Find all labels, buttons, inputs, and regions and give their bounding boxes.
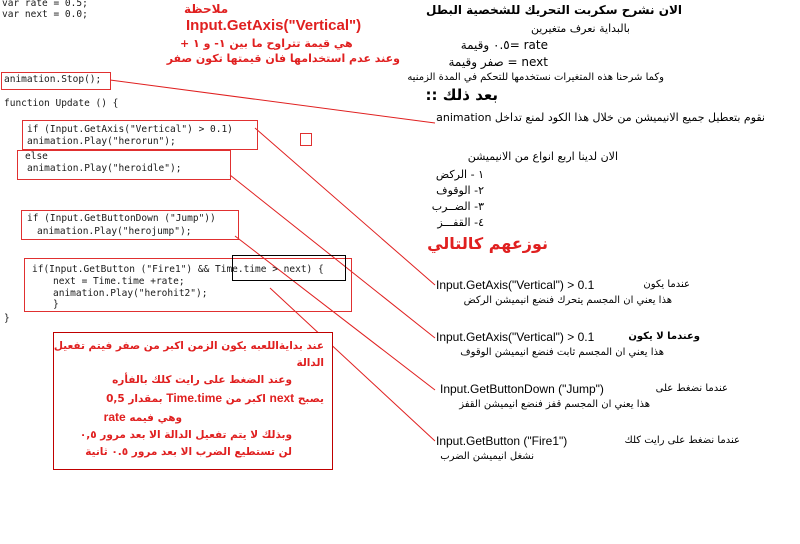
b1-code: Input.GetAxis("Vertical") > 0.1 [436,278,595,292]
small-red-square [300,133,312,146]
explain-line5-a: وهي فيمه [129,412,182,424]
b2-code: Input.GetAxis("Vertical") > 0.1 [436,330,595,344]
right-next-line: next = صفر وقيمة [448,55,548,69]
code-close-inner: } [53,299,59,310]
right-intro: بالبداية نعرف متغيرين [530,22,630,35]
explain-line1: عند بدايةاللعبه يكون الزمن اكبر من صفر فيتم تفعيل [53,340,324,352]
right-stop-explain: نقوم بتعطيل جميع الانيميشن من خلال هذا الكود لمنع تداخل animation [436,111,765,124]
b4-when: عندما نضغط على رايت كلك [624,435,740,446]
type-hit: ٣- الضــرب [431,200,484,213]
explain-line3: وعند الضغط على رايت كلك بالفأره [112,374,292,386]
b4-code: Input.GetButton ("Fire1") [436,434,568,448]
right-rate-line: rate =٠.٥ وقيمة [460,38,548,52]
code-play-jump: animation.Play("herojump"); [37,226,192,237]
explain-line4-a: يصبح [297,393,324,405]
code-next-assign: next = Time.time +rate; [53,276,185,287]
b3-desc: هذا يعني ان المجسم قفز فنضع انيميشن القفز [459,399,650,410]
code-function: function Update () { [4,98,119,109]
b1-when: عندما يكون [643,279,690,290]
explain-line5-rate: rate [103,410,126,424]
code-var-rate: var rate = 0.5; [2,0,88,9]
explain-box [53,332,333,470]
type-run: ١ - الركض [435,168,484,181]
code-var-next: var next = 0.0; [2,9,88,20]
explain-line7: لن تستطيع الضرب الا بعد مرور ٠.٥ ثانية [85,446,292,458]
explain-line4 [106,391,324,405]
code-play-run: animation.Play("herorun"); [27,136,176,147]
code-if-jump: if (Input.GetButtonDown ("Jump")) [27,213,216,224]
type-idle: ٢- الوقوف [436,184,484,197]
b2-desc: هذا يعني ان المجسم ثابت فنضع انيميشن الوقوف [460,347,664,358]
note-title: ملاحظة [184,2,229,16]
b2-when: وعندما لا يكون [628,331,700,342]
explain-line4-time: Time.time [166,391,223,405]
note-line1: هي قيمة تتراوح ما بين ١- و ١ + [180,37,353,50]
explain-line6: وبذلك لا يتم تفعيل الدالة الا بعد مرور ٠,٥ [79,429,292,441]
note-line2: وعند عدم استخدامها فان قيمتها تكون صفر [166,52,400,65]
code-else: else [25,151,48,162]
code-stop: animation.Stop(); [4,74,102,85]
connector-stop [110,80,435,123]
b1-desc: هذا يعني ان المجسم يتحرك فنضع انيميشن الركض [463,295,672,306]
right-explain: وكما شرحنا هذه المتغيرات نستخدمها للتحكم في المدة الزمنيه [407,72,664,83]
explain-line4-e: بمقدار 0,5 [106,393,163,405]
types-title: الان لدينا اربع انواع من الانيميشن [467,150,618,163]
right-title: الان نشرح سكربت التحريك للشخصية البطل [426,3,682,17]
code-close-fn: } [4,313,10,324]
explain-line5 [104,410,182,424]
right-after: بعد ذلك :: [425,86,498,104]
explain-line4-c: اكبر من [225,393,266,405]
code-if-fire: if(Input.GetButton ("Fire1") && Time.time > next) { [32,264,324,275]
b3-when: عندما نضغط على [655,383,728,394]
b4-desc: نشغل انيميشن الضرب [440,451,534,462]
distribute-heading: نوزعهم كالتالي [427,234,548,253]
code-if-axis: if (Input.GetAxis("Vertical") > 0.1) [27,124,233,135]
explain-line2: الدالة [296,357,324,369]
code-play-hit: animation.Play("herohit2"); [53,288,208,299]
code-play-idle: animation.Play("heroidle"); [27,163,182,174]
b3-code: Input.GetButtonDown ("Jump") [440,382,604,396]
explain-line4-next: next [269,391,295,405]
note-func: Input.GetAxis("Vertical") [186,17,362,34]
type-jump: ٤- القفـــز [437,216,484,229]
